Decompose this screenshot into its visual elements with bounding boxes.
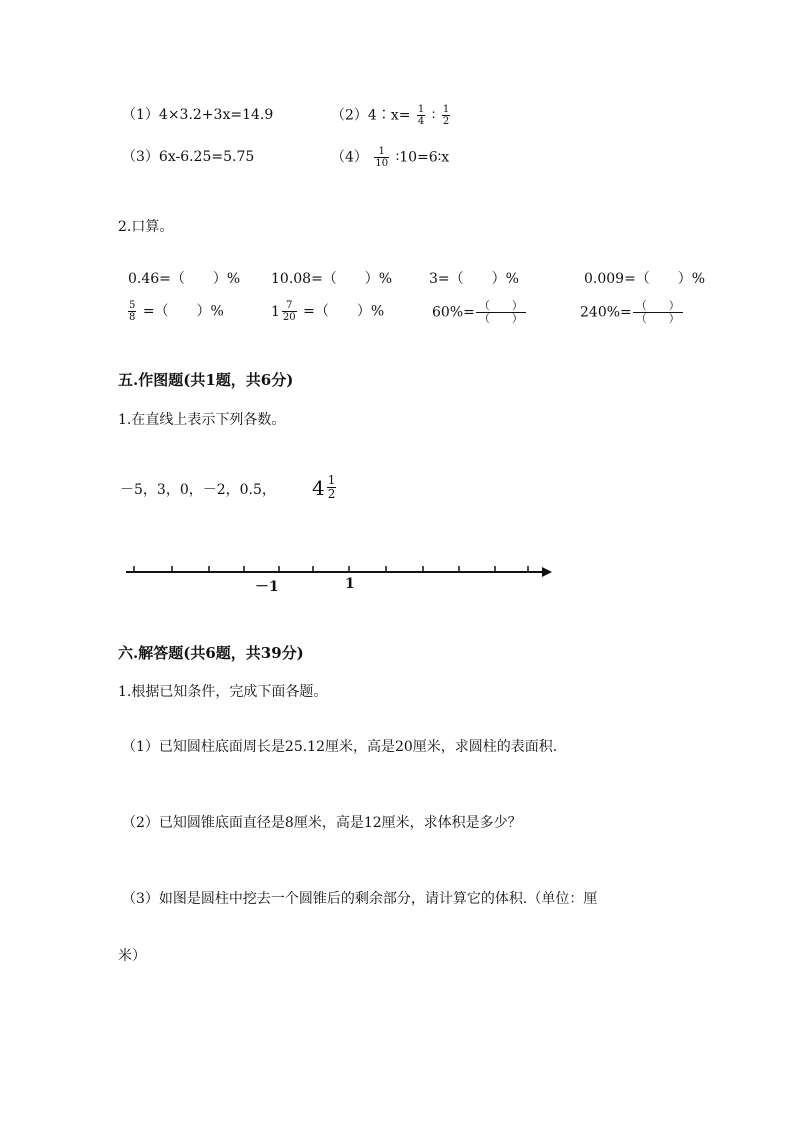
mental-r2c1 bbox=[126, 300, 224, 323]
number-line[interactable] bbox=[120, 560, 560, 600]
equation-4 bbox=[331, 146, 449, 169]
mental-heading: 2.口算。 bbox=[118, 219, 174, 235]
mental-r1c1: 0.46=（ ）% bbox=[128, 271, 241, 287]
equation-3: （3）6x-6.25=5.75 bbox=[122, 149, 255, 165]
mixed-number: 1 $\frac{7}{20}$ bbox=[271, 300, 296, 323]
fraction: $\frac{1}{4}$ bbox=[417, 104, 425, 127]
equation-4-prefix: （4） bbox=[331, 149, 368, 166]
mental-r2c1-suffix: =（ ）% bbox=[142, 303, 224, 320]
mental-r2c2 bbox=[271, 300, 384, 323]
fraction: $\frac{1}{2}$ bbox=[327, 473, 336, 501]
axis-label-neg1: －1 bbox=[255, 579, 279, 595]
fraction: $\frac{1}{10}$ bbox=[375, 146, 389, 169]
problem-3-line2: 米） bbox=[118, 948, 146, 964]
equation-1: （1）4×3.2+3x=14.9 bbox=[122, 107, 274, 123]
mental-r1c3: 3=（ ）% bbox=[429, 271, 519, 287]
mixed-whole: 4 bbox=[312, 475, 325, 500]
problem-3-line1: （3）如图是圆柱中挖去一个圆锥后的剩余部分，请计算它的体积.（单位：厘 bbox=[122, 891, 598, 907]
mixed-number-4-1-2 bbox=[312, 474, 338, 501]
numbers-list: －5，3，0，－2，0.5， bbox=[120, 482, 276, 498]
fraction: $\frac{1}{2}$ bbox=[442, 104, 450, 127]
ratio-sign: ∶ bbox=[431, 107, 436, 124]
arrow-head-icon bbox=[542, 567, 552, 577]
mental-r2c3-prefix: 60%= bbox=[432, 304, 475, 321]
problem-1: （1）已知圆柱底面周长是25.12厘米，高是20厘米，求圆柱的表面积. bbox=[122, 739, 558, 755]
mental-r1c4: 0.009=（ ）% bbox=[584, 271, 706, 287]
equation-2 bbox=[331, 104, 452, 127]
blank-fraction: $\frac{( )}{( )}$ bbox=[476, 300, 526, 325]
section5-heading: 五.作图题(共1题，共6分) bbox=[118, 371, 294, 389]
problem-2: （2）已知圆锥底面直径是8厘米，高是12厘米，求体积是多少？ bbox=[122, 815, 522, 831]
equation-2-prefix: （2）4∶x= bbox=[331, 107, 411, 124]
mental-r2c4-prefix: 240%= bbox=[580, 304, 632, 321]
section5-question: 1.在直线上表示下列各数。 bbox=[118, 412, 286, 428]
section6-heading: 六.解答题(共6题，共39分) bbox=[118, 644, 304, 662]
fraction: $\frac{5}{8}$ bbox=[129, 300, 136, 323]
axis-label-1: 1 bbox=[345, 576, 355, 592]
mental-r2c2-suffix: =（ ）% bbox=[303, 303, 385, 320]
blank-fraction: $\frac{( )}{( )}$ bbox=[633, 300, 683, 325]
section6-question: 1.根据已知条件，完成下面各题。 bbox=[118, 684, 328, 700]
mental-r2c3 bbox=[432, 300, 526, 325]
mental-r2c4 bbox=[580, 300, 683, 325]
mental-r1c2: 10.08=（ ）% bbox=[271, 271, 393, 287]
equation-4-suffix: ∶10=6∶x bbox=[395, 149, 450, 166]
